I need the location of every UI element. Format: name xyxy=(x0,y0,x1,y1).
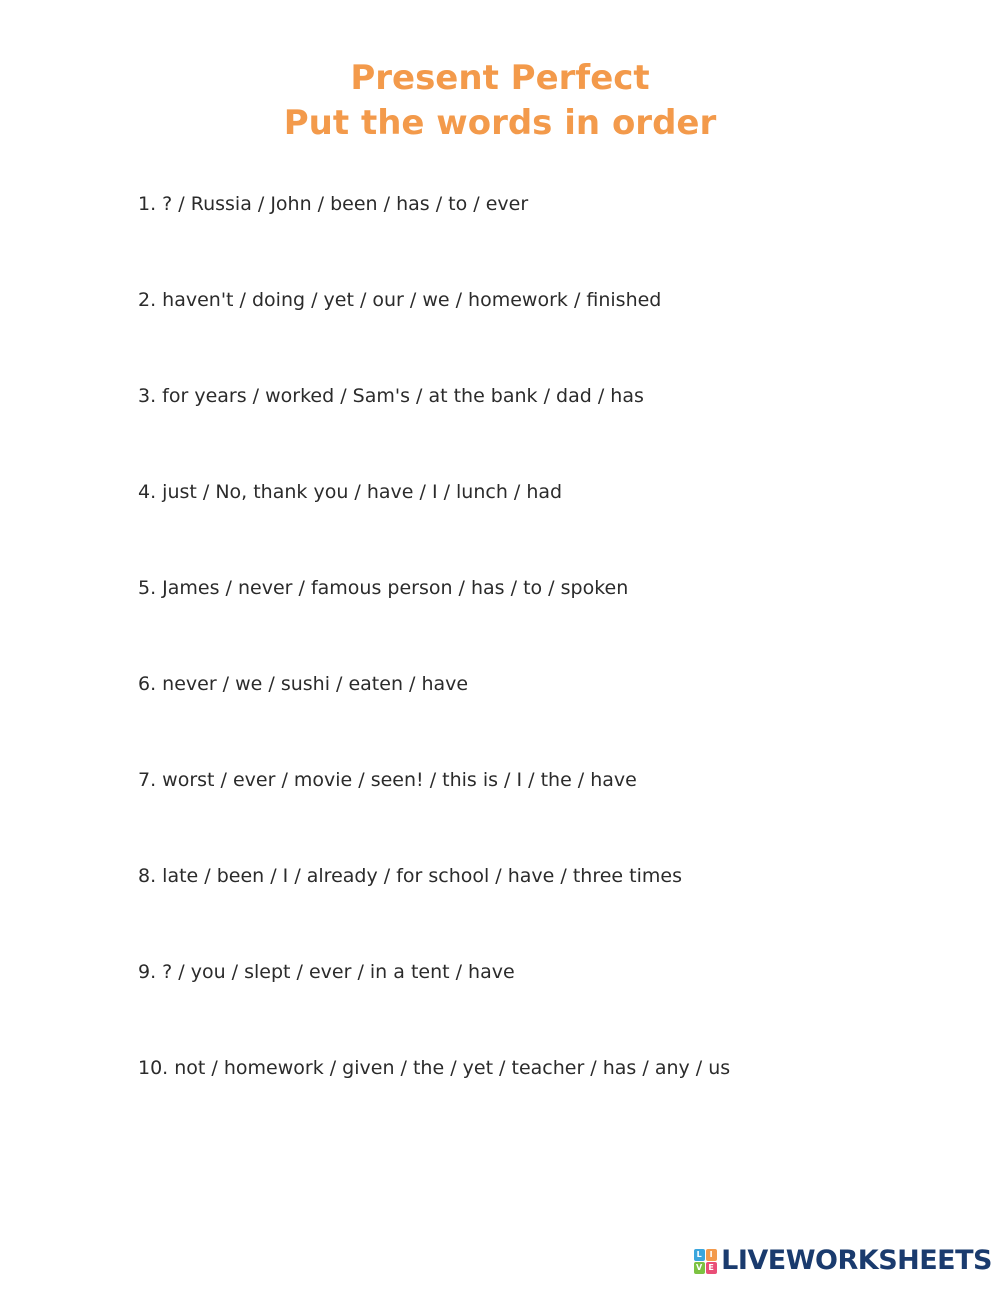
exercise-item-2: 2. haven't / doing / yet / our / we / homework / finished xyxy=(138,289,662,311)
logo-letter-e: E xyxy=(706,1262,717,1274)
exercise-list xyxy=(138,190,938,1150)
exercise-item-4: 4. just / No, thank you / have / I / lunch / had xyxy=(138,481,563,503)
exercise-item-5: 5. James / never / famous person / has / to / spoken xyxy=(138,577,629,599)
worksheet-title xyxy=(0,56,1000,146)
exercise-item-10: 10. not / homework / given / the / yet / teacher / has / any / us xyxy=(138,1057,731,1079)
page-title: Present Perfect xyxy=(350,58,650,98)
exercise-item-3: 3. for years / worked / Sam's / at the bank / dad / has xyxy=(138,385,644,407)
exercise-item-9: 9. ? / you / slept / ever / in a tent / have xyxy=(138,961,515,983)
exercise-item-6: 6. never / we / sushi / eaten / have xyxy=(138,673,469,695)
page-subtitle: Put the words in order xyxy=(283,103,717,143)
liveworksheets-logo xyxy=(693,1245,992,1277)
logo-letter-l: L xyxy=(694,1249,705,1261)
logo-letter-i: I xyxy=(706,1249,717,1261)
exercise-item-8: 8. late / been / I / already / for school / have / three times xyxy=(138,865,682,887)
logo-letter-v: V xyxy=(694,1262,705,1274)
exercise-item-1: 1. ? / Russia / John / been / has / to / ever xyxy=(138,193,529,215)
logo-text: LIVEWORKSHEETS xyxy=(721,1245,992,1276)
logo-icon xyxy=(693,1248,717,1274)
exercise-item-7: 7. worst / ever / movie / seen! / this is / I / the / have xyxy=(138,769,637,791)
